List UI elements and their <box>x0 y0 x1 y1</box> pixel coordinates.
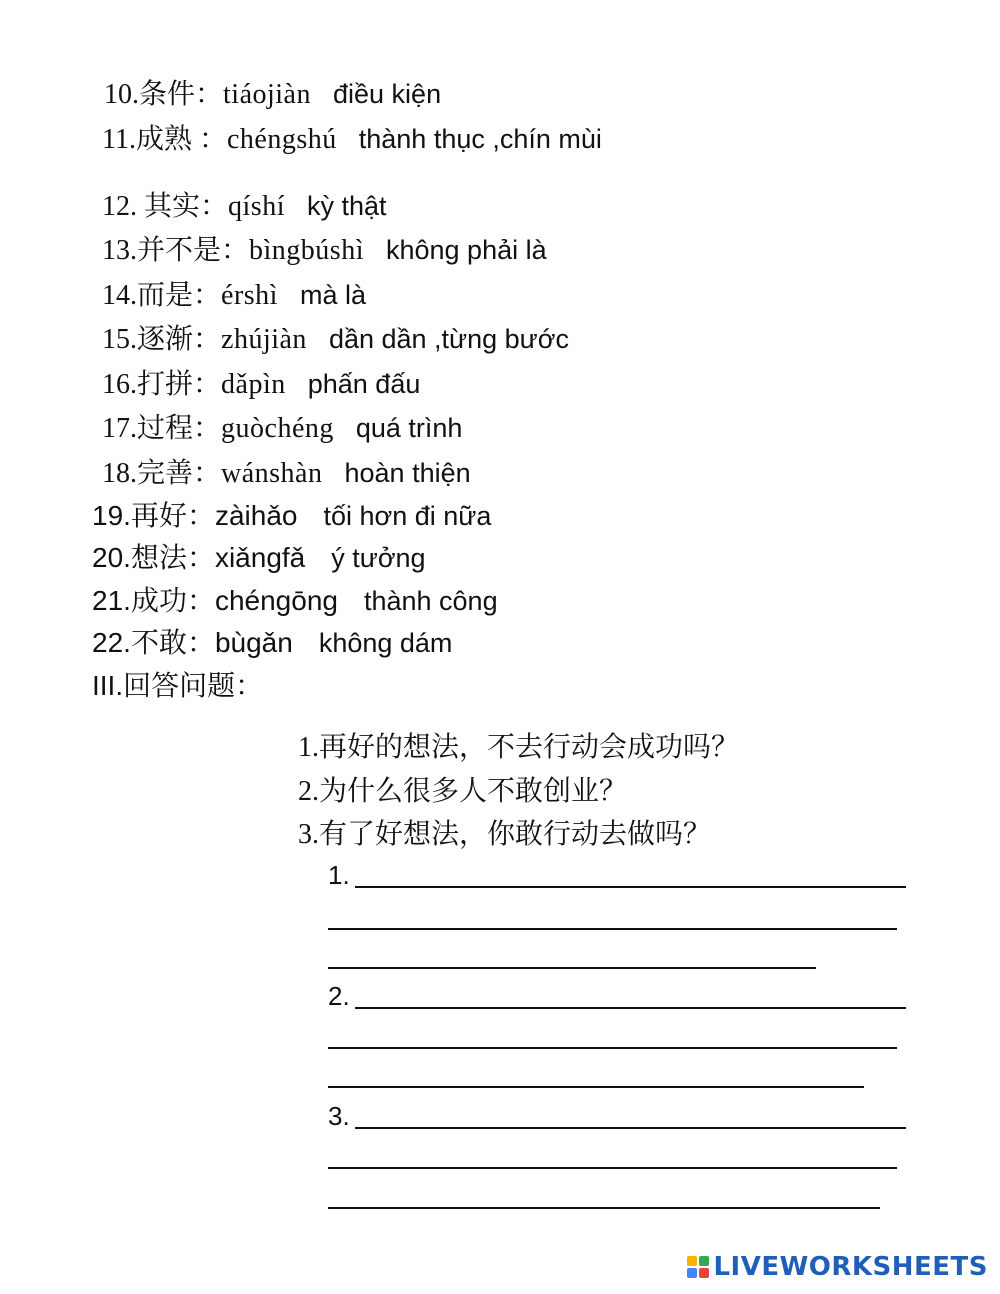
liveworksheets-mark-icon <box>687 1256 709 1278</box>
logo-text: LIVEWORKSHEETS <box>713 1252 988 1282</box>
liveworksheets-logo <box>687 1252 988 1282</box>
section-heading: III.回答问题： <box>92 670 264 702</box>
answer-2-line[interactable] <box>328 1086 864 1088</box>
question: 1.再好的想法，不去行动会成功吗？ <box>298 732 740 763</box>
answer-3-line[interactable] <box>328 1167 897 1169</box>
answer-1-line[interactable] <box>328 928 897 930</box>
vocab-item: 11.成熟 ：chéngshú thành thục ,chín mùi <box>102 124 602 155</box>
vocab-item: 14.而是：érshì mà là <box>102 280 366 311</box>
vocab-item: 20.想法：xiǎngfǎ ý tưởng <box>92 542 426 574</box>
vocab-item: 13.并不是：bìngbúshì không phải là <box>102 235 547 266</box>
answer-1-line[interactable] <box>355 886 906 888</box>
vocab-item: 18.完善：wánshàn hoàn thiện <box>102 458 471 489</box>
answer-2-line[interactable] <box>328 1047 897 1049</box>
vocab-item: 12. 其实：qíshí kỳ thật <box>102 191 387 222</box>
answer-3-line[interactable] <box>328 1207 880 1209</box>
vocab-item: 17.过程：guòchéng quá trình <box>102 413 463 444</box>
vocab-item: 15.逐渐：zhújiàn dần dần ,từng bước <box>102 324 569 355</box>
vocab-item: 19.再好：zàihǎo tối hơn đi nữa <box>92 500 492 532</box>
answer-label: 3. <box>328 1101 350 1131</box>
question: 2.为什么很多人不敢创业？ <box>298 776 628 807</box>
answer-label: 2. <box>328 981 350 1011</box>
vocab-item: 22.不敢：bùgǎn không dám <box>92 627 453 659</box>
vocab-item: 16.打拼：dǎpìn phấn đấu <box>102 369 421 400</box>
answer-3-line[interactable] <box>355 1127 906 1129</box>
answer-2-line[interactable] <box>355 1007 906 1009</box>
vocab-item: 10.条件：tiáojiàn điều kiện <box>104 79 442 110</box>
answer-1-line[interactable] <box>328 967 816 969</box>
answer-label: 1. <box>328 860 350 890</box>
question: 3.有了好想法，你敢行动去做吗？ <box>298 819 712 850</box>
vocab-item: 21.成功：chéngōng thành công <box>92 585 498 617</box>
